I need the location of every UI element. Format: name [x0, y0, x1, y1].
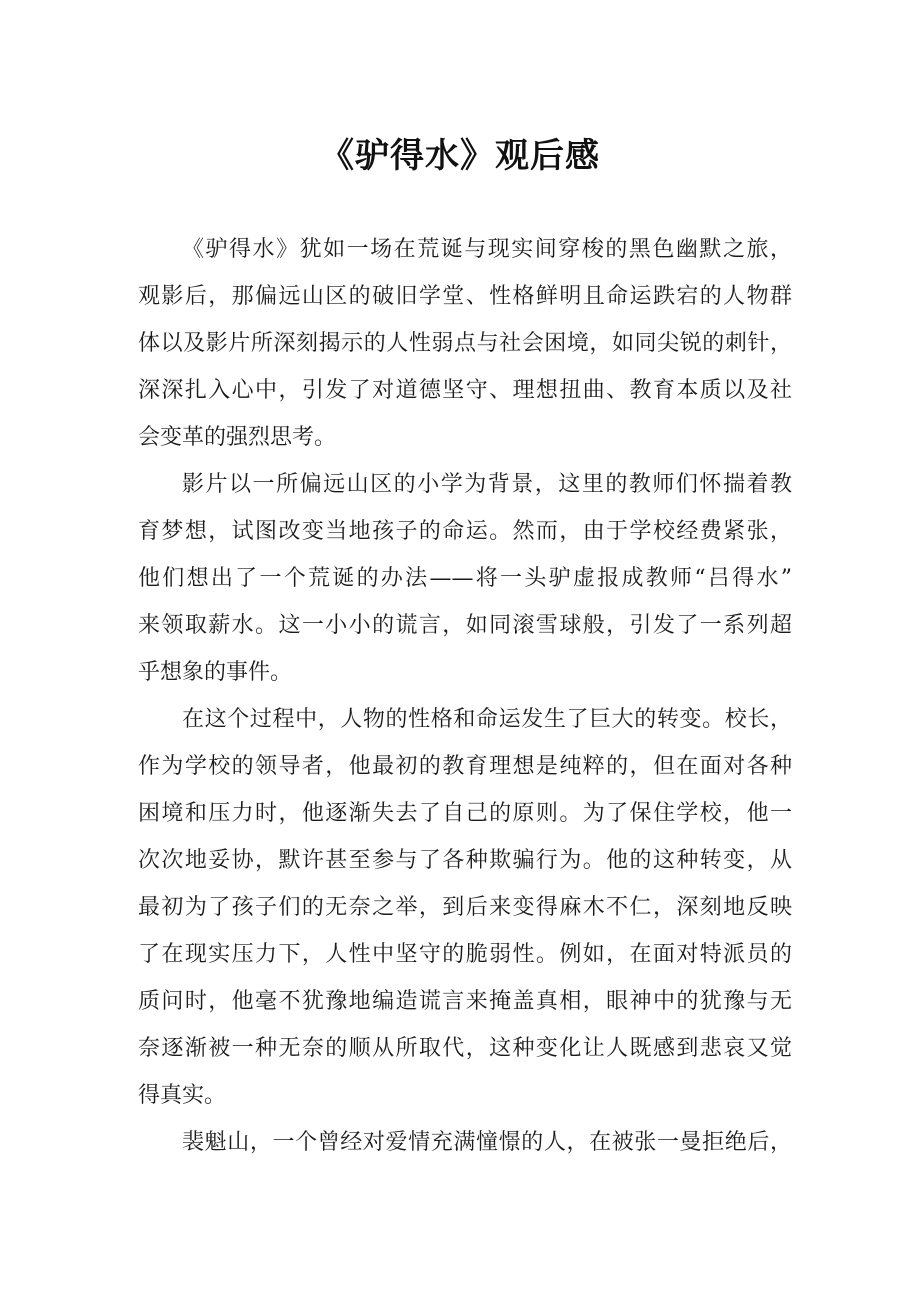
paragraph-line: 深深扎入心中，引发了对道德坚守、理想扭曲、教育本质以及社 [138, 378, 792, 403]
paragraph-line: 乎想象的事件。 [138, 660, 293, 685]
paragraph-line: 得真实。 [138, 1083, 227, 1108]
paragraph-line: 来领取薪水。这一小小的谎言，如同滚雪球般，引发了一系列超 [138, 613, 792, 638]
paragraph-1 [138, 226, 792, 461]
paragraph-line: 最初为了孩子们的无奈之举，到后来变得麻木不仁，深刻地反映 [138, 895, 792, 920]
paragraph-line: 次次地妥协，默许甚至参与了各种欺骗行为。他的这种转变，从 [138, 848, 792, 873]
paragraph-line: 作为学校的领导者，他最初的教育理想是纯粹的，但在面对各种 [138, 754, 792, 779]
document-title: 《驴得水》观后感 [320, 136, 600, 176]
paragraph-line: 体以及影片所深刻揭示的人性弱点与社会困境，如同尖锐的刺针， [138, 331, 792, 356]
paragraph-3 [138, 696, 792, 1119]
paragraph-line: 观影后，那偏远山区的破旧学堂、性格鲜明且命运跌宕的人物群 [138, 284, 792, 309]
paragraph-line: 《驴得水》犹如一场在荒诞与现实间穿梭的黑色幽默之旅， [182, 237, 792, 262]
paragraph-line: 在这个过程中，人物的性格和命运发生了巨大的转变。校长， [182, 707, 792, 732]
paragraph-line: 奈逐渐被一种无奈的顺从所取代，这种变化让人既感到悲哀又觉 [138, 1036, 792, 1061]
paragraph-line: 困境和压力时，他逐渐失去了自己的原则。为了保住学校，他一 [138, 801, 792, 826]
paragraph-line: 他们想出了一个荒诞的办法——将一头驴虚报成教师“吕得水” [138, 566, 792, 591]
paragraph-line: 质问时，他毫不犹豫地编造谎言来掩盖真相，眼神中的犹豫与无 [138, 989, 792, 1014]
paragraph-line: 了在现实压力下，人性中坚守的脆弱性。例如，在面对特派员的 [138, 942, 792, 967]
paragraph-line: 会变革的强烈思考。 [138, 425, 337, 450]
paragraph-line: 裴魁山，一个曾经对爱情充满憧憬的人，在被张一曼拒绝后， [182, 1130, 792, 1155]
paragraph-2 [138, 461, 792, 696]
paragraph-4 [138, 1119, 792, 1166]
document-body [138, 226, 792, 1166]
paragraph-line: 影片以一所偏远山区的小学为背景，这里的教师们怀揣着教 [182, 472, 792, 497]
paragraph-line: 育梦想，试图改变当地孩子的命运。然而，由于学校经费紧张， [138, 519, 792, 544]
